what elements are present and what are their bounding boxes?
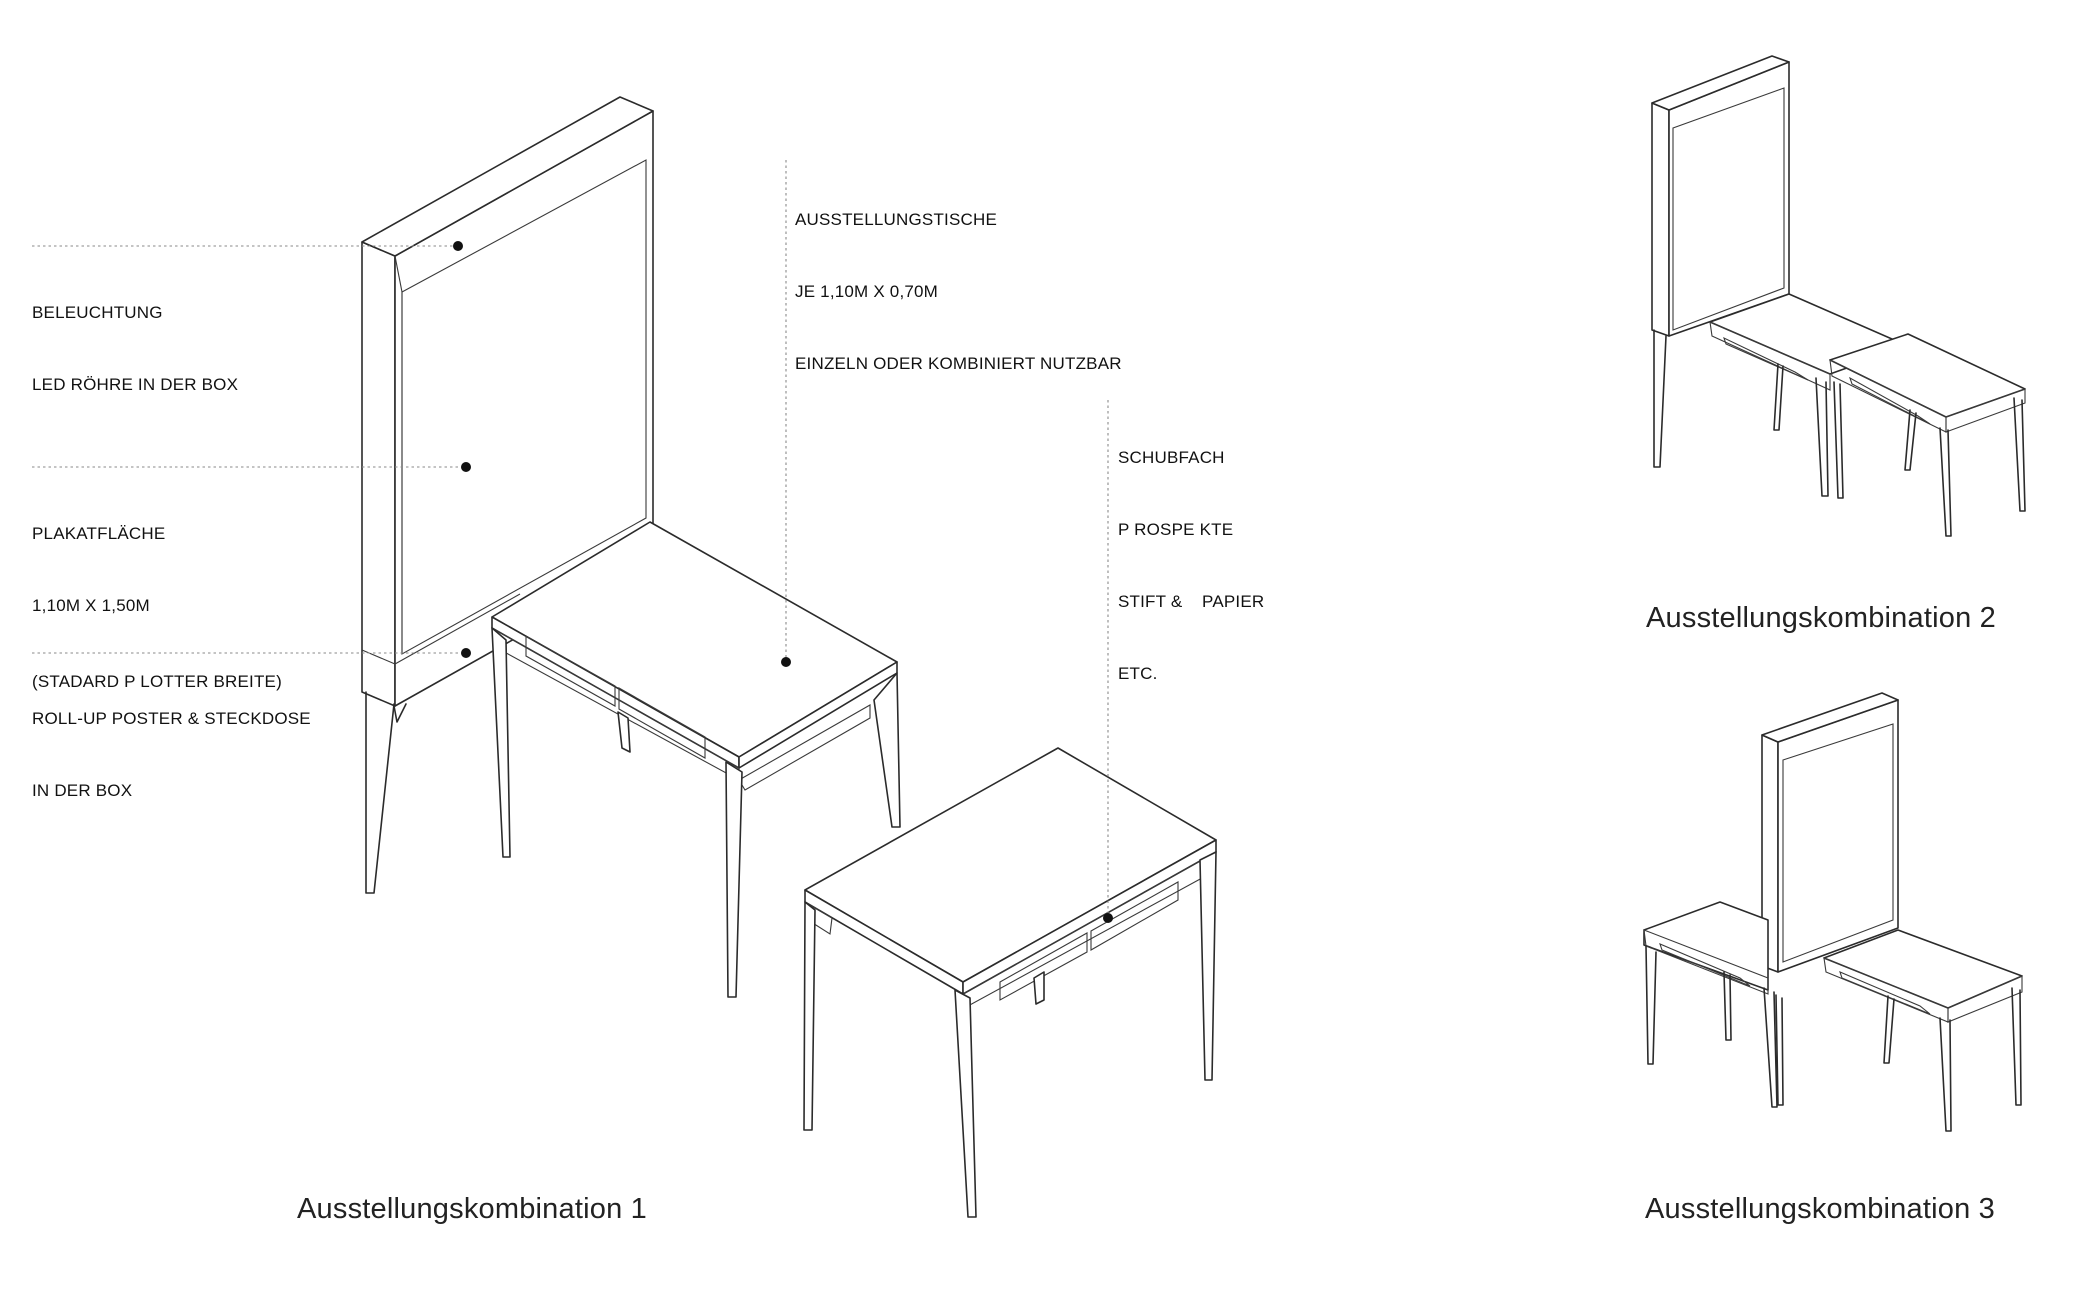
annotation-line: IN DER BOX (32, 781, 133, 800)
caption-kombination-2: Ausstellungskombination 2 (1646, 602, 1996, 634)
combination-2-drawing (1652, 56, 2025, 536)
annotation-line: ETC. (1118, 664, 1158, 683)
caption-kombination-3: Ausstellungskombination 3 (1645, 1193, 1995, 1225)
annotation-line: PLAKATFLÄCHE (32, 524, 166, 543)
annotation-line: JE 1,10M X 0,70M (795, 282, 939, 301)
annotation-schubfach (1118, 398, 1264, 710)
exhibition-table-2 (804, 748, 1216, 1217)
annotation-line: STIFT & PAPIER (1118, 592, 1265, 611)
annotation-line: AUSSTELLUNGSTISCHE (795, 210, 997, 229)
annotation-tische (795, 160, 1122, 400)
annotation-line: BELEUCHTUNG (32, 303, 163, 322)
combination-3-drawing (1644, 693, 2022, 1131)
annotation-line: 1,10M X 1,50M (32, 596, 150, 615)
caption-kombination-1: Ausstellungskombination 1 (297, 1193, 647, 1225)
annotation-line: SCHUBFACH (1118, 448, 1225, 467)
exhibition-table-1 (492, 522, 900, 997)
annotation-line: (STADARD P LOTTER BREITE) (32, 672, 282, 691)
annotation-beleuchtung (32, 253, 238, 421)
annotation-line: P ROSPE KTE (1118, 520, 1234, 539)
annotation-rollup (32, 659, 311, 827)
annotation-line: EINZELN ODER KOMBINIERT NUTZBAR (795, 354, 1122, 373)
annotation-line: LED RÖHRE IN DER BOX (32, 375, 239, 394)
annotation-line: ROLL-UP POSTER & STECKDOSE (32, 709, 311, 728)
